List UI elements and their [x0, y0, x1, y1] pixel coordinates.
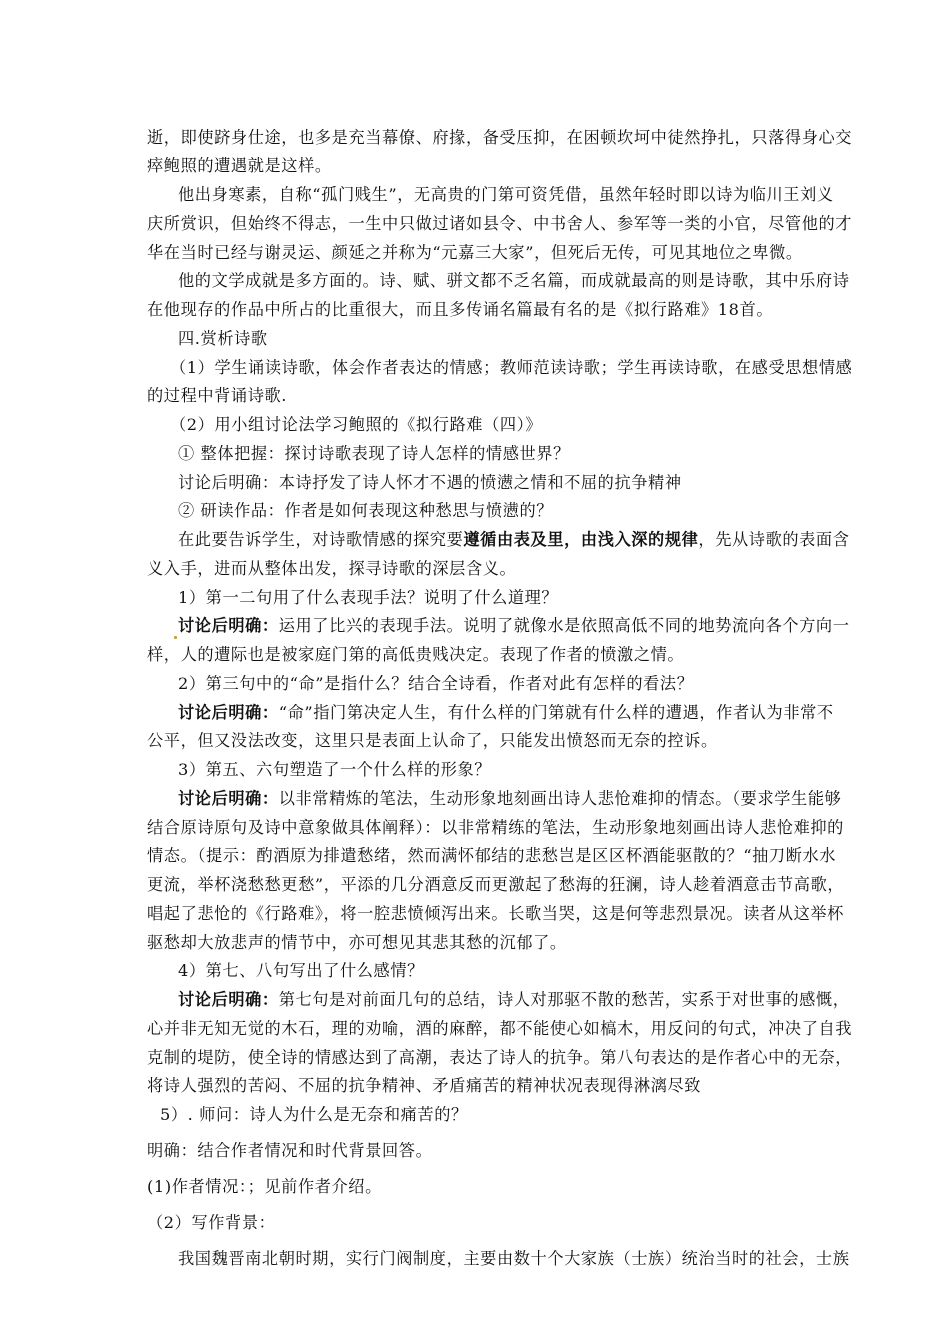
subheading-line: （2）写作背景： [147, 1213, 276, 1232]
text-line: 义入手，进而从整体出发，探寻诗歌的深层含义。 [147, 559, 517, 578]
text-line: 心并非无知无觉的木石，理的劝喻，酒的麻醉，都不能使心如槁木，用反问的句式，冲决了自我 [147, 1019, 853, 1038]
text-line: 逝，即使跻身仕途，也多是充当幕僚、府掾，备受压抑，在困顿坎坷中徒然挣扎，只落得身心交 [147, 128, 853, 147]
question-line: 5）. 师问：诗人为什么是无奈和痛苦的？ [160, 1105, 468, 1124]
text-line: 情态。（提示：酌酒原为排遣愁绪，然而满怀郁结的悲愁岂是区区杯酒能驱散的？“抽刀断水水 [147, 846, 837, 865]
question-line: 3）第五、六句塑造了一个什么样的形象？ [178, 760, 492, 779]
text-line: 庆所赏识，但始终不得志，一生中只做过诸如县令、中书舍人、参军等一类的小官，尽管他的才 [147, 214, 853, 233]
text-line: 在他现存的作品中所占的比重很大，而且多传诵名篇最有名的是《拟行路难》18首。 [147, 300, 774, 319]
text-line: 更流，举杯浇愁愁更愁”，平添的几分酒意反而更激起了愁海的狂澜，诗人趁着酒意击节高歌， [147, 875, 845, 894]
text-line: 讨论后明确：本诗抒发了诗人怀才不遇的愤懑之情和不屈的抗争精神 [178, 473, 682, 492]
text-run: 第七句是对前面几句的总结，诗人对那驱不散的愁苦，实系于对世事的感慨， [278, 990, 850, 1009]
text-line: ② 研读作品：作者是如何表现这种愁思与愤懑的？ [178, 501, 554, 520]
emphasis-text: 遵循由表及里，由浅入深的规律 [463, 530, 699, 549]
text-line: (1)作者情况：；见前作者介绍。 [147, 1177, 382, 1196]
text-line: ① 整体把握：探讨诗歌表现了诗人怎样的情感世界？ [178, 444, 570, 463]
section-heading: 四.赏析诗歌 [178, 329, 268, 348]
question-line: 2）第三句中的“命”是指什么？结合全诗看，作者对此有怎样的看法？ [178, 674, 694, 693]
text-line: 我国魏晋南北朝时期，实行门阀制度，主要由数十个大家族（士族）统治当时的社会，士族 [178, 1249, 850, 1268]
text-line: 驱愁却大放悲声的情节中，亦可想见其悲其愁的沉郁了。 [147, 933, 567, 952]
question-line: 1）第一二句用了什么表现手法？说明了什么道理？ [178, 588, 559, 607]
text-run: ，先从诗歌的表面含 [698, 530, 850, 549]
text-line: 瘁鲍照的遭遇就是这样。 [147, 156, 332, 175]
text-line [178, 788, 841, 810]
text-line: 他出身寒素，自称“孤门贱生”，无高贵的门第可资凭借，虽然年轻时即以诗为临川王刘义 [178, 185, 834, 204]
text-run: 在此要告诉学生，对诗歌情感的探究要 [178, 530, 464, 549]
answer-label: 讨论后明确： [178, 703, 279, 722]
text-line [178, 529, 850, 551]
text-line: 结合原诗原句及诗中意象做具体阐释）：以非常精练的笔法，生动形象地刻画出诗人悲怆难抑的 [147, 818, 844, 837]
answer-label: 讨论后明确： [178, 616, 279, 635]
text-line: 华在当时已经与谢灵运、颜延之并称为“元嘉三大家”，但死后无传，可见其地位之卑微。 [147, 243, 803, 262]
text-line: 唱起了悲怆的《行路难》，将一腔悲愤倾泻出来。长歌当哭，这是何等悲烈景况。读者从这举杯 [147, 904, 844, 923]
stray-mark [174, 636, 177, 639]
text-line [178, 989, 850, 1011]
text-run: 以非常精炼的笔法，生动形象地刻画出诗人悲怆难抑的情态。（要求学生能够 [278, 789, 842, 808]
text-line [178, 615, 850, 637]
text-line: （2）用小组讨论法学习鲍照的《拟行路难（四）》 [170, 415, 543, 434]
text-line: 样，人的遭际也是被家庭门第的高低贵贱决定。表现了作者的愤激之情。 [147, 645, 685, 664]
text-line: 他的文学成就是多方面的。诗、赋、骈文都不乏名篇，而成就最高的则是诗歌，其中乐府诗 [178, 271, 850, 290]
text-line: （1）学生诵读诗歌，体会作者表达的情感；教师范读诗歌；学生再读诗歌，在感受思想情感 [170, 358, 853, 377]
text-line: 克制的堤防，使全诗的情感达到了高潮，表达了诗人的抗争。第八句表达的是作者心中的无奈， [147, 1048, 853, 1067]
text-run: “命”指门第决定人生，有什么样的门第就有什么样的遭遇，作者认为非常不 [278, 703, 834, 722]
text-line: 公平，但又没法改变，这里只是表面上认命了，只能发出愤怒而无奈的控诉。 [147, 731, 718, 750]
question-line: 4）第七、八句写出了什么感情？ [178, 961, 424, 980]
text-line: 明确：结合作者情况和时代背景回答。 [147, 1141, 433, 1160]
text-line: 的过程中背诵诗歌. [147, 386, 288, 405]
answer-label: 讨论后明确： [178, 789, 279, 808]
text-line [178, 702, 834, 724]
answer-label: 讨论后明确： [178, 990, 279, 1009]
text-run: 运用了比兴的表现手法。说明了就像水是依照高低不同的地势流向各个方向一 [278, 616, 850, 635]
text-line: 将诗人强烈的苦闷、不屈的抗争精神、矛盾痛苦的精神状况表现得淋漓尽致 [147, 1076, 701, 1095]
